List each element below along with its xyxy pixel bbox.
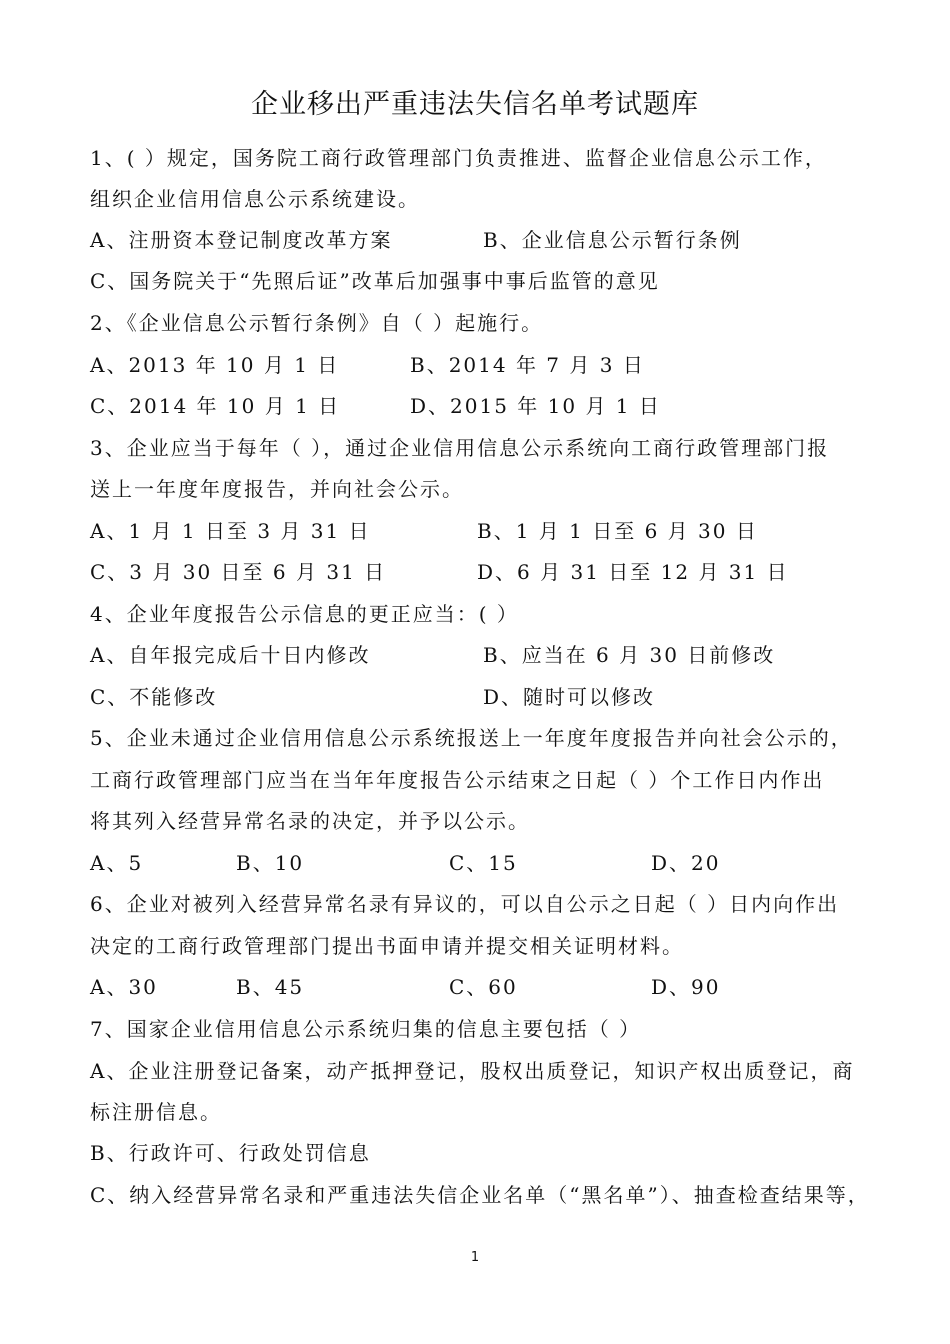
question-7-option-a-line-1: A、企业注册登记备案，动产抵押登记，股权出质登记，知识产权出质登记，商 bbox=[90, 1059, 855, 1083]
question-5-line-1: 5、企业未通过企业信用信息公示系统报送上一年度年度报告并向社会公示的， bbox=[90, 726, 853, 750]
question-6-option-d: D、90 bbox=[651, 975, 721, 999]
question-2-option-d: D、2015 年 10 月 1 日 bbox=[410, 394, 661, 418]
question-3-option-d: D、6 月 31 日至 12 月 31 日 bbox=[477, 560, 789, 584]
question-2-option-c: C、2014 年 10 月 1 日 bbox=[90, 394, 341, 418]
question-6-line-2: 决定的工商行政管理部门提出书面申请并提交相关证明材料。 bbox=[90, 934, 684, 958]
question-7-option-c: C、纳入经营异常名录和严重违法失信企业名单（“黑名单”）、抽查检查结果等， bbox=[90, 1183, 870, 1207]
question-7-line-1: 7、国家企业信用信息公示系统归集的信息主要包括（ ） bbox=[90, 1017, 642, 1041]
question-1-option-a: A、注册资本登记制度改革方案 bbox=[90, 228, 393, 252]
page-title: 企业移出严重违法失信名单考试题库 bbox=[251, 89, 699, 120]
question-3-line-2: 送上一年度年度报告，并向社会公示。 bbox=[90, 477, 464, 501]
question-3-option-b: B、1 月 1 日至 6 月 30 日 bbox=[477, 519, 758, 543]
question-3-line-1: 3、企业应当于每年（ ），通过企业信用信息公示系统向工商行政管理部门报 bbox=[90, 436, 830, 460]
question-3-option-a: A、1 月 1 日至 3 月 31 日 bbox=[90, 519, 371, 543]
question-4-option-b: B、应当在 6 月 30 日前修改 bbox=[483, 643, 776, 667]
question-1-line-2: 组织企业信用信息公示系统建设。 bbox=[90, 187, 420, 211]
question-4-option-a: A、自年报完成后十日内修改 bbox=[90, 643, 371, 667]
question-1-option-c: C、国务院关于“先照后证”改革后加强事中事后监管的意见 bbox=[90, 269, 660, 293]
question-4-option-c: C、不能修改 bbox=[90, 685, 218, 709]
question-6-line-1: 6、企业对被列入经营异常名录有异议的，可以自公示之日起（ ）日内向作出 bbox=[90, 892, 840, 916]
question-1-option-b: B、企业信息公示暂行条例 bbox=[483, 228, 742, 252]
question-2-line-1: 2、《企业信息公示暂行条例》自（ ）起施行。 bbox=[90, 311, 544, 335]
question-7-option-a-line-2: 标注册信息。 bbox=[90, 1100, 222, 1124]
question-3-option-c: C、3 月 30 日至 6 月 31 日 bbox=[90, 560, 387, 584]
question-4-line-1: 4、企业年度报告公示信息的更正应当：( ） bbox=[90, 602, 519, 626]
question-2-option-a: A、2013 年 10 月 1 日 bbox=[90, 353, 340, 377]
question-6-option-c: C、60 bbox=[449, 975, 518, 999]
question-1-line-1: 1、( ）规定，国务院工商行政管理部门负责推进、监督企业信息公示工作， bbox=[90, 146, 827, 170]
question-5-line-3: 将其列入经营异常名录的决定，并予以公示。 bbox=[90, 809, 530, 833]
page-number: 1 bbox=[470, 1250, 480, 1265]
question-6-option-a: A、30 bbox=[90, 975, 158, 999]
question-5-option-a: A、5 bbox=[90, 851, 144, 875]
question-4-option-d: D、随时可以修改 bbox=[483, 685, 656, 709]
question-7-option-b: B、行政许可、行政处罚信息 bbox=[90, 1141, 371, 1165]
question-5-option-c: C、15 bbox=[449, 851, 518, 875]
question-5-option-d: D、20 bbox=[651, 851, 721, 875]
question-5-option-b: B、10 bbox=[236, 851, 305, 875]
question-5-line-2: 工商行政管理部门应当在当年年度报告公示结束之日起（ ）个工作日内作出 bbox=[90, 768, 825, 792]
question-2-option-b: B、2014 年 7 月 3 日 bbox=[410, 353, 645, 377]
question-6-option-b: B、45 bbox=[236, 975, 305, 999]
